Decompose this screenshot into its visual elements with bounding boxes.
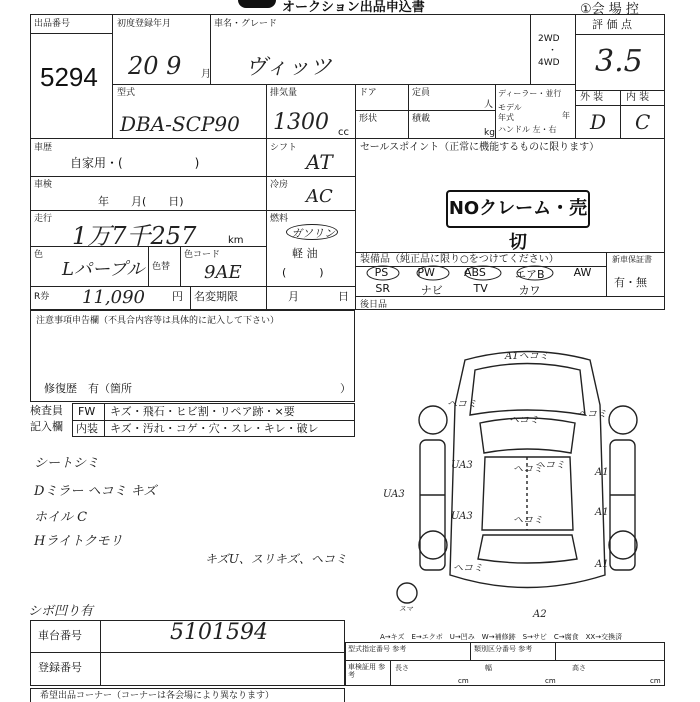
venue-control: ①会 場 控 xyxy=(580,2,639,17)
mark-16: スマ xyxy=(399,605,413,613)
load-unit: kg xyxy=(484,128,495,138)
remark-2: Dミラー ヘコミ キズ xyxy=(34,484,157,499)
car-side-right xyxy=(610,440,635,570)
length-label: 長さ xyxy=(395,664,409,672)
equipment-circles xyxy=(355,264,575,284)
first-reg-value: 20 9 xyxy=(128,52,182,80)
spare-tire xyxy=(397,583,417,603)
tire-fl xyxy=(419,406,447,434)
mileage-unit: km xyxy=(228,235,244,246)
remark-5: キズU、スリキズ、ヘコミ xyxy=(205,552,347,566)
lot-number: 5294 xyxy=(40,62,98,92)
no-claim-stamp: NOクレーム・売切 xyxy=(446,190,590,228)
mileage-label: 走行 xyxy=(34,214,53,224)
footer-label: 希望出品コーナー（コーナーは各会場により異なります） xyxy=(40,691,275,701)
mark-9: UA3 xyxy=(383,489,405,500)
r-label: R券 xyxy=(34,292,50,302)
disp-label: 排気量 xyxy=(270,88,298,98)
ac-value: AC xyxy=(306,186,333,207)
color-code-value: 9AE xyxy=(204,262,242,283)
fw-label: FW xyxy=(78,405,96,418)
mileage-value: 1万7千257 xyxy=(72,222,197,250)
fuel-petrol: ガソリン xyxy=(291,227,335,240)
model-year-unit: 年 xyxy=(562,111,570,120)
disp-unit: cc xyxy=(338,127,349,138)
exterior-label: 外 装 xyxy=(580,92,604,103)
color-code-label: 色コード xyxy=(184,250,221,260)
mark-8: A1 xyxy=(595,467,609,478)
equip-leather: カワ xyxy=(518,284,541,297)
shape-label: 形状 xyxy=(359,114,378,124)
ac-label: 冷房 xyxy=(270,180,289,190)
inspector-label-1: 検査員 xyxy=(30,404,63,417)
color-change-label: 色替 xyxy=(152,262,171,272)
mark-2: ヘコミ xyxy=(447,399,477,410)
fuel-label: 燃料 xyxy=(270,214,289,224)
type-value: DBA-SCP90 xyxy=(120,112,240,136)
capacity-unit: 人 xyxy=(484,100,494,110)
height-label: 高さ xyxy=(572,664,586,672)
tire-rl xyxy=(419,531,447,559)
mark-1: A1ヘコミ xyxy=(505,351,549,362)
remark-3: ホイル C xyxy=(34,510,88,525)
equip-pw: PW xyxy=(417,266,435,279)
disp-value: 1300 xyxy=(273,110,329,135)
history-value: 自家用・( ) xyxy=(70,156,200,170)
model-value: ヴィッツ xyxy=(245,55,332,80)
equip-sr: SR xyxy=(375,282,391,295)
r-value: 11,090 xyxy=(82,287,145,308)
name-change-day: 日 xyxy=(338,290,349,303)
tire-rr xyxy=(609,531,637,559)
cert-label: 車検証用 参考 xyxy=(348,663,386,679)
load-label: 積載 xyxy=(412,114,431,124)
damage-legend: A→キズ E→エクボ U→凹み W→補修跡 S→サビ C→腐食 XX→交換済 xyxy=(380,633,623,641)
shift-value: AT xyxy=(306,150,333,174)
chassis-value: 5101594 xyxy=(170,620,268,645)
exterior-value: D xyxy=(590,110,607,134)
dealer-label: ディーラー・並行 xyxy=(498,89,562,98)
door-label: ドア xyxy=(359,88,377,98)
warranty-value: 有・無 xyxy=(614,276,647,289)
class-no-label: 類別区分番号 参考 xyxy=(474,645,533,653)
fuel-light-oil: 軽 油 xyxy=(292,247,318,260)
tire-fr xyxy=(609,406,637,434)
sales-label: セールスポイント（正常に機能するものに限ります） xyxy=(360,142,600,153)
model-year-label: モデル年式 xyxy=(498,103,522,122)
grade-value: 3.5 xyxy=(595,44,643,79)
first-reg-label: 初度登録年月 xyxy=(117,19,172,29)
car-rear-window xyxy=(478,535,577,563)
interior-label-row: 内装 xyxy=(76,422,98,435)
remark-1: シートシミ xyxy=(34,456,100,471)
car-damage-diagram xyxy=(383,345,660,620)
lot-label: 出品番号 xyxy=(34,19,71,29)
height-cm: cm xyxy=(650,677,661,685)
length-cm: cm xyxy=(458,677,469,685)
color-label: 色 xyxy=(34,250,44,260)
grade-label: 評 価 点 xyxy=(592,18,632,31)
form-title: オークション出品申込書 xyxy=(282,0,425,15)
interior-items: キズ・汚れ・コゲ・穴・スレ・キレ・破レ xyxy=(110,422,319,435)
mark-14: A1 xyxy=(595,559,609,570)
inspector-label-2: 記入欄 xyxy=(30,420,63,433)
equip-row2 xyxy=(360,282,556,297)
equip-abs: ABS xyxy=(463,266,486,279)
model-label: 車名・グレード xyxy=(214,19,278,29)
inspection-label: 車検 xyxy=(34,180,53,190)
color-value: Lパープル xyxy=(62,259,145,280)
name-change-label: 名変期限 xyxy=(194,290,238,303)
car-side-left xyxy=(420,440,445,570)
remark-6: シボ凹り有 xyxy=(28,604,94,619)
mark-4: ヘコミ xyxy=(577,409,607,420)
equip-tv: TV xyxy=(473,282,488,295)
equip-navi: ナビ xyxy=(420,284,443,297)
mark-12: A1 xyxy=(595,507,609,518)
interior-label: 内 装 xyxy=(626,92,650,103)
lot-number-box xyxy=(30,14,112,34)
chassis-label: 車台番号 xyxy=(38,629,82,642)
mark-5: ヘコミ xyxy=(513,464,543,475)
drive-4wd: 4WD xyxy=(538,58,560,68)
notes-label: 注意事項申告欄（不具合内容等は具体的に記入して下さい） xyxy=(36,316,280,326)
mark-11: ヘコミ xyxy=(513,515,543,526)
repair-close: ） xyxy=(340,382,351,395)
mark-10: UA3 xyxy=(451,511,473,522)
repair-label: 修復歴 有（箇所 xyxy=(44,382,132,395)
mark-6: UA3 xyxy=(451,460,473,471)
handle-label: ハンドル 左・右 xyxy=(498,125,557,134)
mark-15: A2 xyxy=(533,609,547,620)
warranty-label: 新車保証書 xyxy=(612,255,652,264)
mark-7: ヘコミ xyxy=(535,460,565,471)
mark-13: ヘコミ xyxy=(453,563,483,574)
month-unit: 月 xyxy=(201,69,211,80)
car-hood xyxy=(470,364,585,416)
name-change-month: 月 xyxy=(288,290,299,303)
fw-items: キズ・飛石・ヒビ割・リペア跡・×要 xyxy=(110,405,295,418)
post-date-label: 後日品 xyxy=(360,300,388,310)
yen: 円 xyxy=(172,290,183,303)
equip-airbag: エアB xyxy=(514,268,545,281)
mark-3: ヘコミ xyxy=(509,415,539,426)
capacity-label: 定員 xyxy=(412,88,431,98)
width-label: 幅 xyxy=(485,664,492,672)
inspection-value: 年 月( 日) xyxy=(98,195,184,208)
fuel-other: ( ) xyxy=(282,266,324,279)
spec-no-label: 型式指定番号 参考 xyxy=(348,645,407,653)
header-logo xyxy=(238,0,276,8)
equip-ps: PS xyxy=(374,266,389,279)
history-label: 車歴 xyxy=(34,143,53,153)
remark-4: Hライトクモリ xyxy=(34,534,123,549)
type-label: 型式 xyxy=(117,88,136,98)
width-cm: cm xyxy=(545,677,556,685)
reg-label: 登録番号 xyxy=(38,661,82,674)
shift-label: シフト xyxy=(270,143,298,153)
equipment-label: 装備品（純正品に限り○をつけてください） xyxy=(360,254,559,265)
drive-2wd: 2WD xyxy=(538,34,560,44)
interior-value: C xyxy=(635,110,651,134)
equip-aw: AW xyxy=(573,266,592,279)
drive-dot: ・ xyxy=(548,46,558,56)
